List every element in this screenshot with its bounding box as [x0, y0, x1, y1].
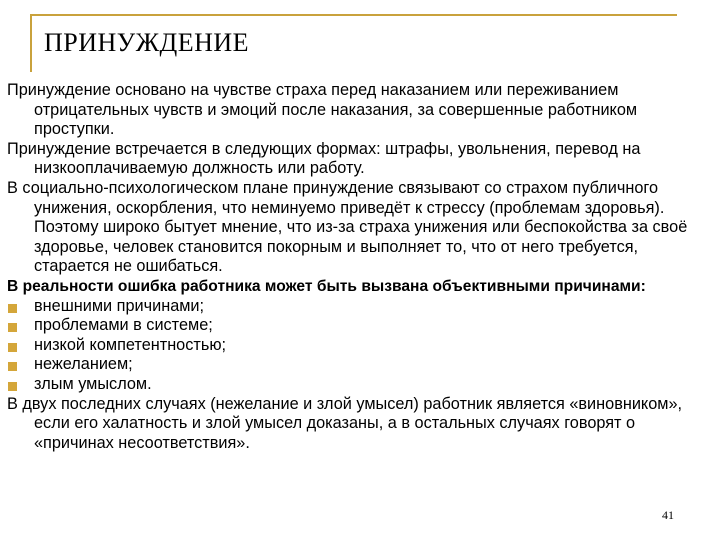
slide-body: [7, 81, 712, 453]
slide-title: ПРИНУЖДЕНИЕ: [44, 28, 250, 57]
square-bullet-icon: [8, 343, 17, 352]
square-bullet-icon: [8, 382, 17, 391]
square-bullet-icon: [8, 362, 17, 371]
paragraph-conclusion: В двух последних случаях (нежелание и злой умысел) работник является «виновником», если его халатность и злой умысел доказаны, а в остальных случаях говорят о «причинах несоответствия».: [7, 394, 683, 452]
square-bullet-icon: [8, 304, 17, 313]
list-item: [7, 355, 712, 375]
paragraph-social-psychological: В социально-психологическом плане принуждение связывают со страхом публичного унижения, оскорбления, что неминуемо приведёт к стрессу (проблемам здоровья). Поэтому широко бытует мнение, что из-за страха унижения или беспокойства за своё здоровье, человек становится покорным и выполняет то, что от него требуется, старается не ошибаться.: [7, 178, 688, 276]
list-item: [7, 336, 712, 356]
paragraph-coercion-forms: Принуждение встречается в следующих формах: штрафы, увольнения, перевод на низкооплачиваемую должность или работу.: [7, 139, 641, 178]
page-number: 41: [662, 508, 674, 522]
list-item: [7, 316, 712, 336]
paragraph-causes-intro: В реальности ошибка работника может быть вызвана объективными причинами:: [7, 277, 646, 295]
list-item: [7, 375, 712, 395]
list-item-text: нежеланием;: [34, 355, 133, 374]
list-item-text: проблемами в системе;: [34, 316, 213, 335]
list-item-text: злым умыслом.: [34, 374, 152, 393]
title-frame-horizontal-line: [30, 14, 677, 16]
title-frame-vertical-line: [30, 14, 32, 72]
list-item-text: внешними причинами;: [34, 296, 205, 315]
list-item: [7, 297, 712, 317]
square-bullet-icon: [8, 323, 17, 332]
list-item-text: низкой компетентностью;: [34, 335, 227, 354]
paragraph-coercion-basis: Принуждение основано на чувстве страха перед наказанием или переживанием отрицательных чувств и эмоций после наказания, за совершенные работником проступки.: [7, 81, 638, 139]
